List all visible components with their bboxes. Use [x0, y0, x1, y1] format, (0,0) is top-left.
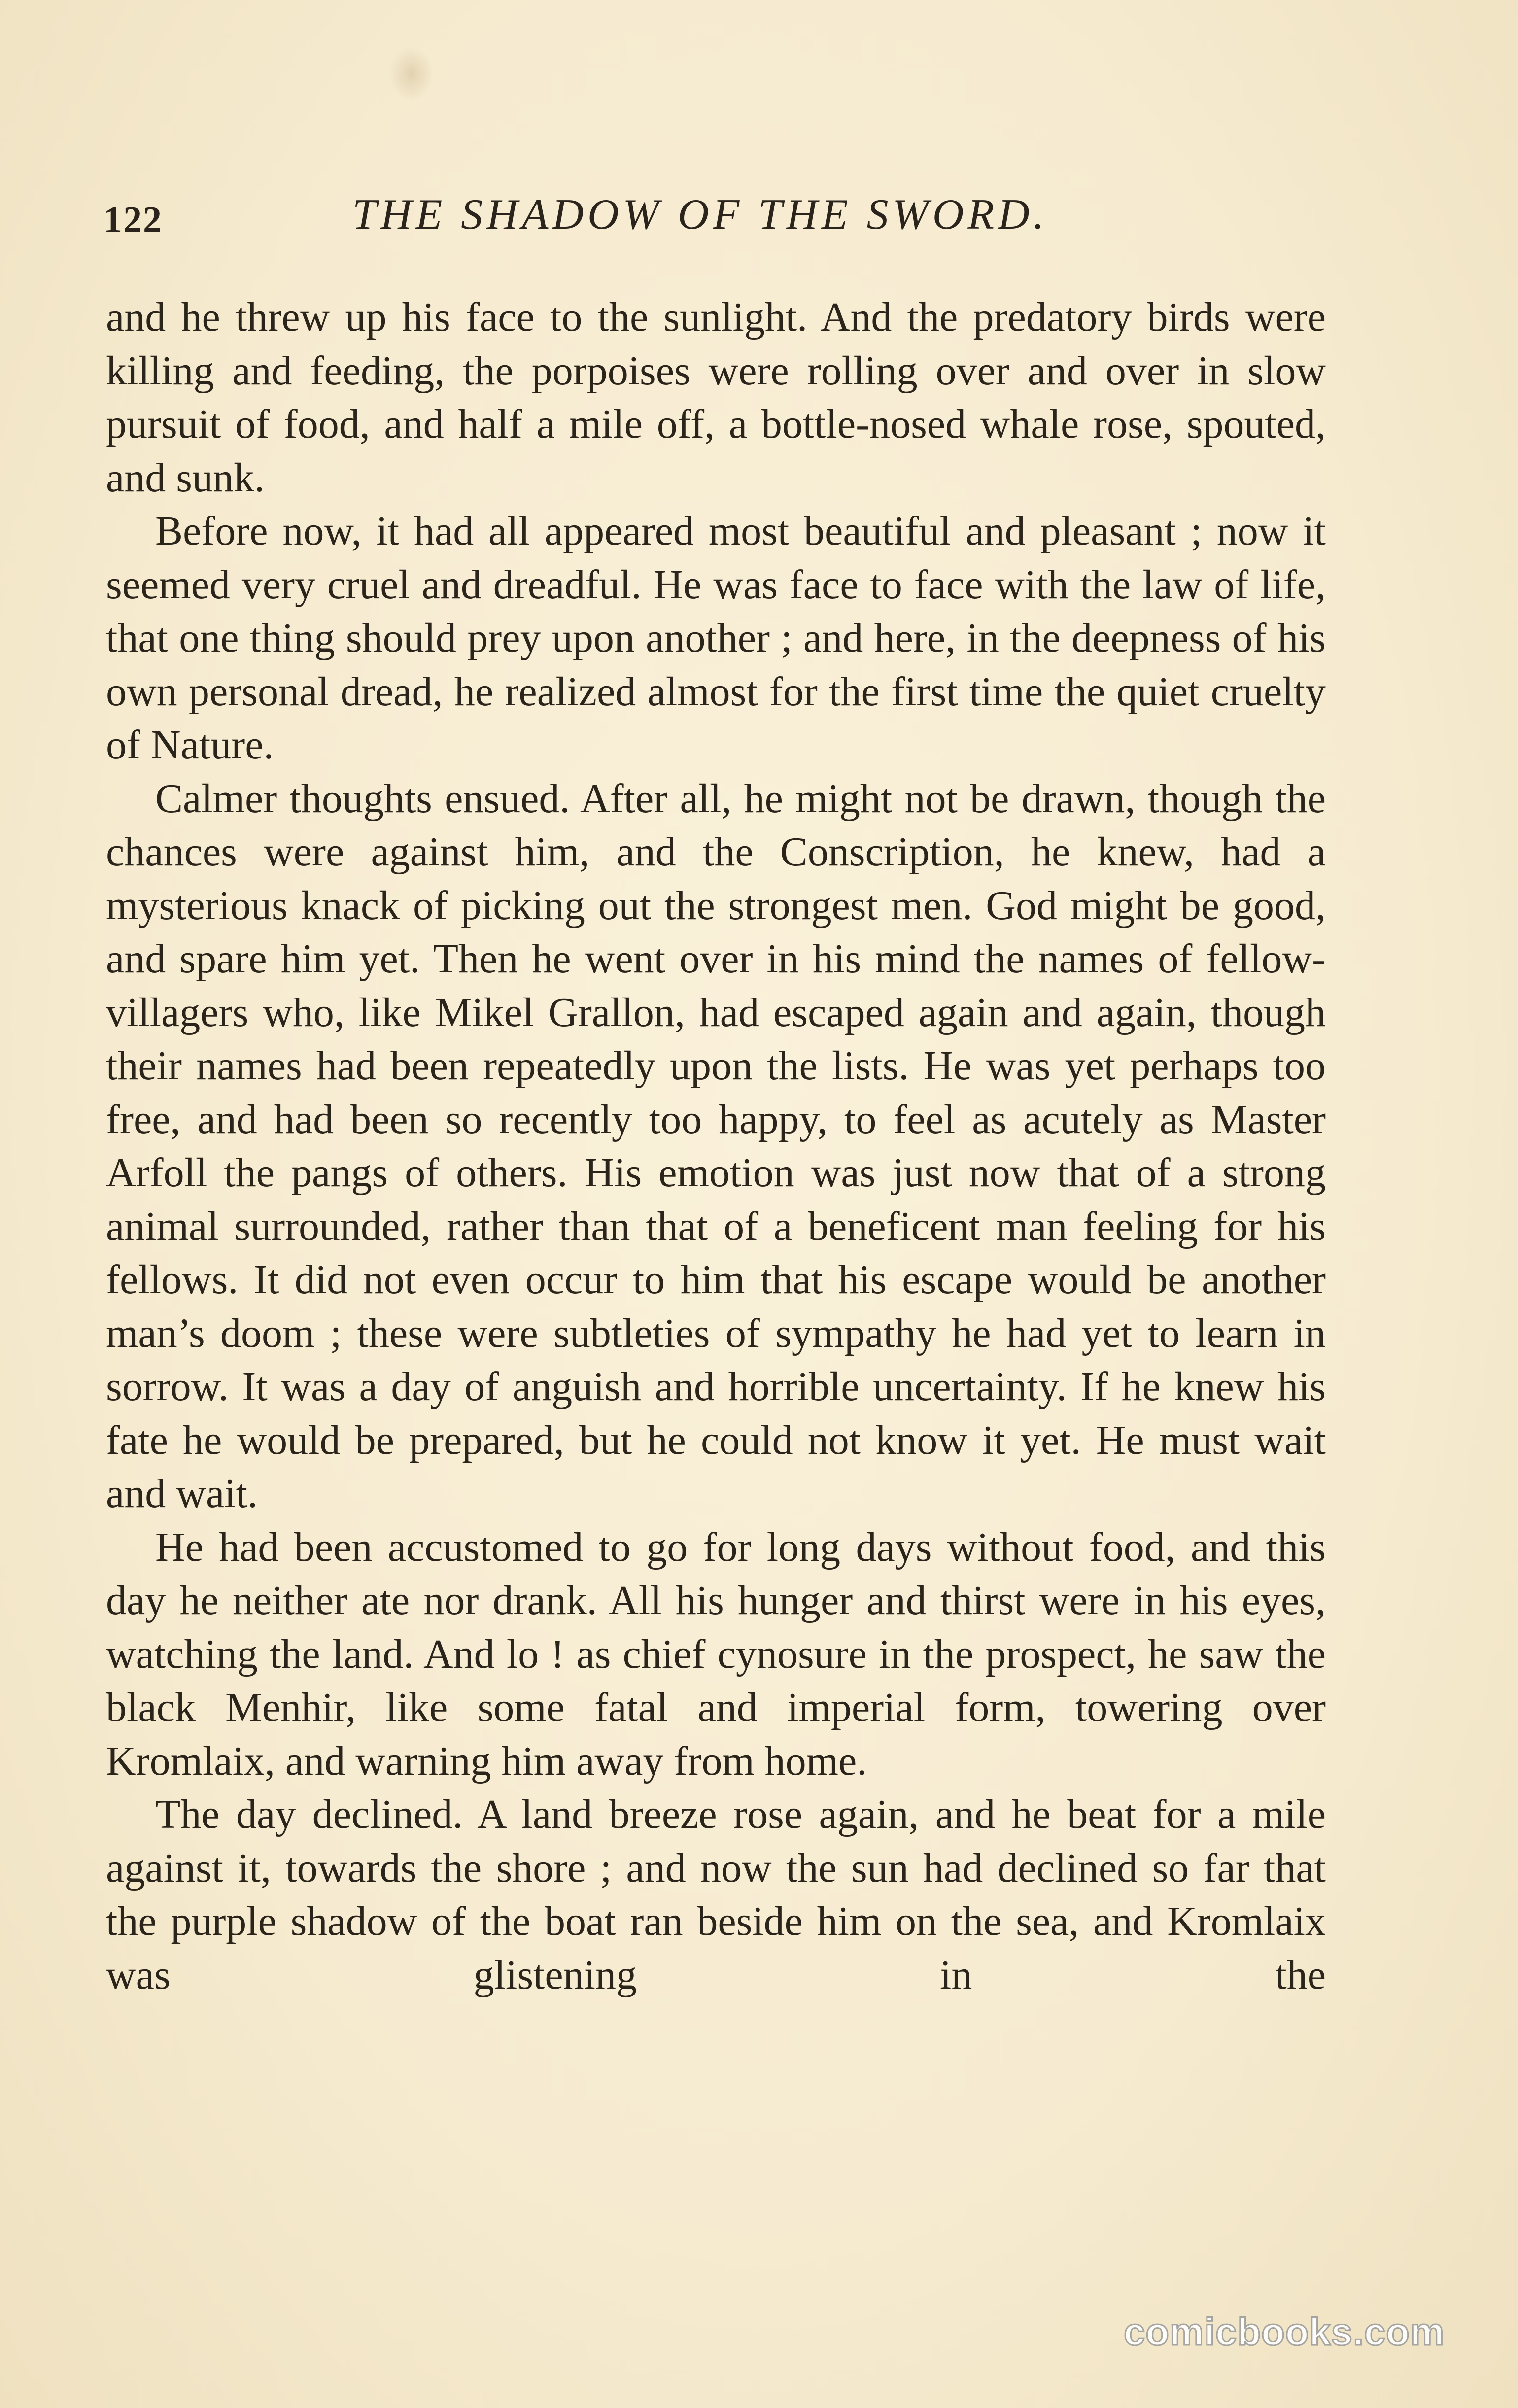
paper-stain: [389, 47, 434, 101]
paragraph: Calmer thoughts ensued. After all, he might not be drawn, though the chances were against him, and the Conscription, he knew, had a mysterious knack of picking out the strongest men. God might be good, and spare him yet. Then he went over in his mind the names of fellow-villagers who, like Mikel Grallon, had escaped again and again, though their names had been repeatedly upon the lists. He was yet perhaps too free, and had been so recently too happy, to feel as acutely as Master Arfoll the pangs of others. His emotion was just now that of a strong animal surrounded, rather than that of a beneficent man feeling for his fellows. It did not even occur to him that his escape would be another man’s doom ; these were subtleties of sympathy he had yet to learn in sorrow. It was a day of anguish and horrible uncertainty. If he knew his fate he would be prepared, but he could not know it yet. He must wait and wait.: [106, 775, 1326, 1516]
paragraph: Before now, it had all appeared most beautiful and pleasant ; now it seemed very cruel and dreadful. He was face to face with the law of life, that one thing should prey upon another ; and here, in the deepness of his own personal dread, he realized almost for the first time the quiet cruelty of Nature.: [106, 508, 1326, 768]
running-header: [104, 190, 1326, 249]
paragraph: The day declined. A land breeze rose again, and he beat for a mile against it, towards the shore ; and now the sun had declined so far that the purple shadow of the boat ran beside him on the sea, and Kromlaix was glistening in the: [106, 1791, 1326, 1998]
body-text: [106, 291, 1326, 2002]
watermark: comicbooks.com: [1124, 2310, 1445, 2353]
paragraph: He had been accustomed to go for long days without food, and this day he neither ate nor drank. All his hunger and thirst were in his eyes, watching the land. And lo ! as chief cynosure in the prospect, he saw the black Menhir, like some fatal and imperial form, towering over Kromlaix, and warning him away from home.: [106, 1524, 1326, 1784]
paragraph: and he threw up his face to the sunlight. And the predatory birds were killing and feeding, the porpoises were rolling over and over in slow pursuit of food, and half a mile off, a bottle-nosed whale rose, spouted, and sunk.: [106, 294, 1326, 501]
running-title: THE SHADOW OF THE SWORD.: [352, 191, 1048, 239]
page-number: 122: [104, 199, 163, 241]
